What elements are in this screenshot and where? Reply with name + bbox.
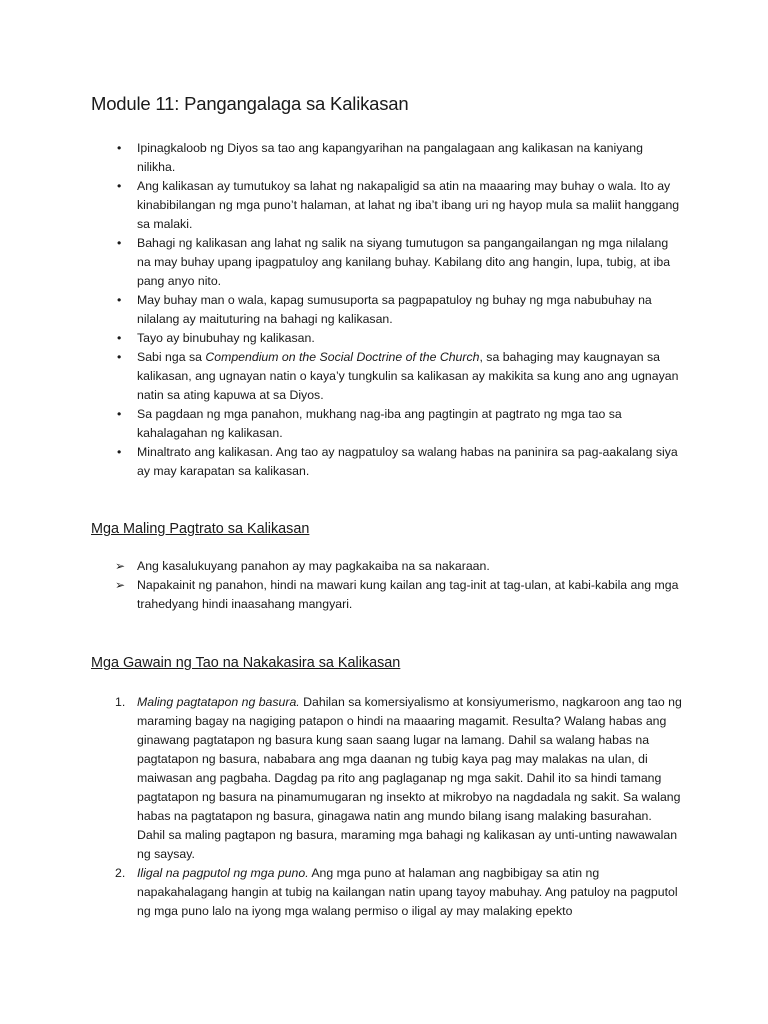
- item-number: 1.: [115, 695, 126, 709]
- list-item: • Bahagi ng kalikasan ang lahat ng salik na siyang tumutugon sa pangangailangan ng mga nilalang na may buhay upang ipagpatuloy ang kanilang buhay. Kabilang dito ang hangin, lupa, tubig, at iba pang anyo nito.: [137, 234, 682, 291]
- italic-text: Compendium on the Social Doctrine of the Church: [205, 350, 480, 364]
- list-item: • Sa pagdaan ng mga panahon, mukhang nag-iba ang pagtingin at pagtrato ng mga tao sa kahalagahan ng kalikasan.: [137, 405, 682, 443]
- section-heading: Mga Maling Pagtrato sa Kalikasan: [91, 521, 310, 537]
- item-number: 2.: [115, 866, 126, 880]
- section-heading: Mga Gawain ng Tao na Nakakasira sa Kalikasan: [91, 655, 401, 671]
- italic-text: Maling pagtatapon ng basura.: [137, 695, 300, 709]
- numbered-list: [115, 693, 682, 921]
- list-item: • Minaltrato ang kalikasan. Ang tao ay nagpatuloy sa walang habas na paninira sa pag-aakalang siya ay may karapatan sa kalikasan.: [137, 443, 682, 481]
- arrow-list: [137, 557, 682, 614]
- text: Ang mga puno at halaman ang nagbibigay sa atin ng napakahalagang hangin at tubig na kailangan natin upang tayoy mabuhay. Ang patuloy na pagputol ng mga puno lalo na iyong mga walang permiso o iligal ay may malaking epekto: [137, 866, 678, 918]
- text: , sa bahaging may kaugnayan sa kalikasan, ang ugnayan natin o kaya’y tungkulin sa kalikasan ay makikita sa kung ano ang ugnayan natin sa ating kapuwa at sa Diyos.: [137, 350, 679, 402]
- list-item: • May buhay man o wala, kapag sumusuporta sa pagpapatuloy ng buhay ng mga nabubuhay na nilalang ay maituturing na bahagi ng kalikasan.: [137, 291, 682, 329]
- list-item: [137, 348, 682, 405]
- text: Sabi nga sa: [137, 350, 206, 364]
- page-title: Module 11: Pangangalaga sa Kalikasan: [91, 93, 409, 114]
- list-item: [115, 693, 682, 864]
- list-item: [115, 864, 682, 921]
- text: Dahilan sa komersiyalismo at konsiyumerismo, nagkaroon ang tao ng maraming bagay na nagiging patapon o hindi na maaaring magamit. Resulta? Walang habas ang ginawang pagtatapon ng basura kung saan saang lugar na lamang. Dahil sa walang habas na pagtatapon ng basura, nababara ang mga daanan ng tubig kaya pag may malakas na ulan, di maiwasan ang pagbaha. Dagdag pa rito ang paglaganap ng mga sakit. Dahil ito sa hindi tamang pagtatapon ng basura na pinamumugaran ng insekto at mikrobyo na nagdadala ng sakit. Sa walang habas na pagtatapon ng basura, ginagawa natin ang mundo bilang isang malaking basurahan. Dahil sa maling pagtapon ng basura, maraming mga bahagi ng kalikasan ay unti-unting nawawalan ng saysay.: [137, 695, 682, 861]
- list-item: ➢ Napakainit ng panahon, hindi na mawari kung kailan ang tag-init at tag-ulan, at kabi-kabila ang mga trahedyang hindi inaasahang mangyari.: [137, 576, 682, 614]
- italic-text: Iligal na pagputol ng mga puno.: [137, 866, 309, 880]
- bullet-list: [137, 139, 682, 481]
- list-item: • Tayo ay binubuhay ng kalikasan.: [137, 329, 682, 348]
- list-item: ➢ Ang kasalukuyang panahon ay may pagkakaiba na sa nakaraan.: [137, 557, 682, 576]
- list-item: • Ipinagkaloob ng Diyos sa tao ang kapangyarihan na pangalagaan ang kalikasan na kaniyang nilikha.: [137, 139, 682, 177]
- list-item: • Ang kalikasan ay tumutukoy sa lahat ng nakapaligid sa atin na maaaring may buhay o wala. Ito ay kinabibilangan ng mga puno’t halaman, at lahat ng iba’t ibang uri ng hayop mula sa maliit hanggang sa malaki.: [137, 177, 682, 234]
